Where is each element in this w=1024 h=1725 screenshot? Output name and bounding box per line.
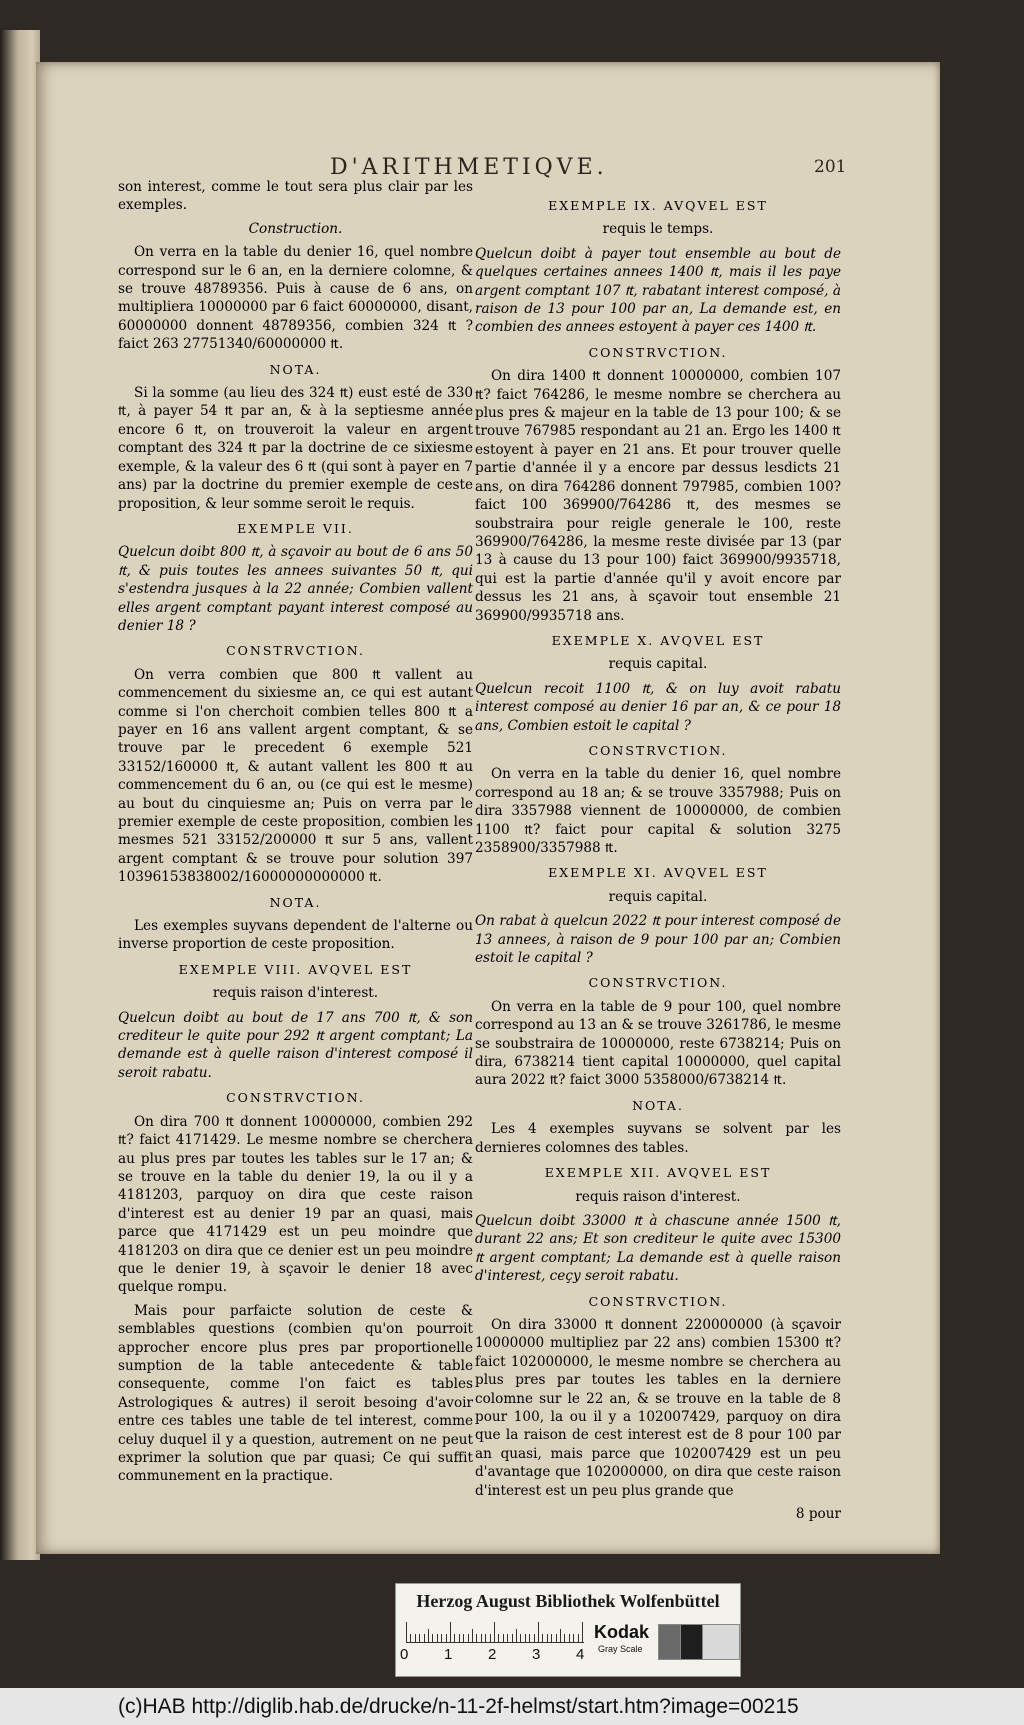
paragraph: Si la somme (au lieu des 324 ₶) eust esté de 330 ₶, à payer 54 ₶ par an, & à la septiesme année encore 6 ₶, on trouveroit la valeur en argent comptant des 324 ₶ par la doctrine de ce sixiesme exemple, & la valeur des 6 ₶ (qui sont à payer en 7 ans) par la doctrine du premier exemple de ceste proposition, & leur somme seroit le requis.	[118, 385, 473, 512]
ruler-tick	[481, 1634, 482, 1642]
paragraph: On dira 700 ₶ donnent 10000000, combien 292 ₶? faict 4171429. Le mesme nombre se cherchera au plus pres par toutes les tables sur le 17 an; & se trouve en la table du denier 19, la ou il y a 4181203, parquoy on dira que ceste raison d'interest est au denier 19 par an quasi, mais parce que 4171429 est un peu moindre que 4181203 on dira que ce denier est un peu moindre que le denier 19, à sçavoir le denier 18 avec quelque rompu.	[118, 1113, 473, 1296]
left-column	[118, 178, 473, 1491]
paragraph: son interest, comme le tout sera plus clair par les exemples.	[118, 179, 473, 214]
ruler-tick	[424, 1634, 425, 1642]
section-heading: EXEMPLE XI. AVQVEL EST	[548, 865, 768, 881]
section-heading: EXEMPLE VII.	[237, 520, 354, 536]
section-heading: EXEMPLE VIII. AVQVEL EST	[178, 961, 413, 977]
ruler-tick	[564, 1634, 565, 1642]
section-heading: NOTA.	[269, 894, 322, 910]
problem-statement: Quelcun doibt à payer tout ensemble au bout de quelques certaines annees 1400 ₶, mais il les paye argent comptant 107 ₶, rabatant interest composé, à raison de 13 pour 100 par an, La demande est, en combien des annees estoyent à payer ces 1400 ₶.	[475, 245, 841, 336]
copyright-footer: (c)HAB http://diglib.hab.de/drucke/n-11-2f-helmst/start.htm?image=00215	[0, 1688, 1024, 1725]
section-heading: EXEMPLE X. AVQVEL EST	[551, 632, 765, 648]
problem-statement: Quelcun recoit 1100 ₶, & on luy avoit rabatu interest composé au denier 16 par an, & ce pour 18 ans, Combien estoit le capital ?	[475, 680, 841, 734]
ruler-tick	[573, 1634, 574, 1642]
section-heading: CONSTRVCTION.	[226, 1090, 365, 1106]
ruler-tick	[437, 1634, 438, 1642]
ruler-tick	[406, 1622, 407, 1642]
ruler-tick	[512, 1634, 513, 1642]
paragraph: On verra en la table de 9 pour 100, quel nombre correspond au 13 an & se trouve 3261786, le mesme se soubstraira de 10000000, reste 6738214; Puis on dira, 6738214 tient capital 10000000, quel capital aura 2022 ₶? faict 3000 5358000/6738214 ₶.	[475, 998, 841, 1089]
section-heading: CONSTRVCTION.	[588, 344, 728, 360]
problem-statement: Quelcun doibt 800 ₶, à sçavoir au bout de 6 ans 50 ₶, & puis toutes les annees suivantes 50 ₶, qui s'estendra jusques à la 22 année; Combien vallent elles argent comptant payant interest composé au denier 18 ?	[118, 544, 473, 634]
ruler-tick	[560, 1629, 561, 1642]
previous-page-edge	[0, 30, 40, 1560]
ruler-tick	[525, 1634, 526, 1642]
section-heading: CONSTRVCTION.	[588, 975, 728, 991]
ruler-tick	[432, 1634, 433, 1642]
ruler-tick	[490, 1634, 491, 1642]
ruler-tick	[419, 1634, 420, 1642]
problem-statement: Quelcun doibt 33000 ₶ à chascune année 1500 ₶, durant 22 ans; Et son crediteur le quite avec 15300 ₶ argent comptant; La demande est à quelle raison d'interest, ceçy seroit rabatu.	[475, 1212, 841, 1285]
ruler-tick	[520, 1634, 521, 1642]
scale-ruler	[406, 1620, 584, 1643]
problem-statement: Quelcun doibt au bout de 17 ans 700 ₶, & son crediteur le quite pour 292 ₶ argent comptant; La demande est à quelle raison d'interest composé il seroit rabatu.	[118, 1009, 473, 1081]
catchword: 8 pour	[795, 1506, 841, 1522]
ruler-label: 4	[576, 1646, 585, 1663]
ruler-tick	[441, 1634, 442, 1642]
section-heading: NOTA.	[632, 1097, 684, 1113]
ruler-tick	[529, 1634, 530, 1642]
gray-swatch	[680, 1624, 704, 1660]
ruler-tick	[472, 1629, 473, 1642]
ruler-tick	[551, 1634, 552, 1642]
page-number: 201	[814, 157, 847, 177]
paragraph: On dira 33000 ₶ donnent 220000000 (à sçavoir 10000000 multipliez par 22 ans) combien 15300 ₶? faict 102000000, le mesme nombre se cherchera au plus pres par toutes les tables en la derniere colomne sur le 22 an, & se trouve en la table de 8 pour 100, la ou il y a 102007429, parquoy on dira que la raison de cest interest est de 8 pour 100 par an quasi, mais parce que 102007429 est un peu d'avantage que 102000000, on dira que ceste raison d'interest est un peu plus grande que	[475, 1316, 841, 1499]
ruler-tick	[468, 1634, 469, 1642]
ruler-tick	[446, 1634, 447, 1642]
paragraph: On verra en la table du denier 16, quel nombre correspond au 18 an; & se trouve 3357988; Puis on dira 3357988 viennent de 10000000, de combien 1100 ₶? faict pour capital & solution 3275 2358900/3357988 ₶.	[475, 766, 841, 856]
ruler-label: 1	[444, 1646, 453, 1663]
ruler-tick	[459, 1634, 460, 1642]
ruler-tick	[507, 1634, 508, 1642]
right-column	[475, 190, 841, 1523]
section-heading: EXEMPLE XII. AVQVEL EST	[544, 1165, 772, 1181]
ruler-tick	[463, 1634, 464, 1642]
section-subheading: requis capital.	[608, 888, 708, 905]
section-heading: NOTA.	[269, 361, 322, 377]
construction-heading: Construction.	[248, 220, 343, 237]
gray-swatch	[702, 1624, 740, 1660]
problem-statement: On rabat à quelcun 2022 ₶ pour interest composé de 13 annees, à raison de 9 pour 100 par an; Combien estoit le capital ?	[475, 913, 841, 967]
paragraph: Les exemples suyvans dependent de l'alterne ou inverse proportion de ceste proposition.	[118, 918, 473, 953]
ruler-tick	[582, 1622, 583, 1642]
ruler-labels	[400, 1646, 590, 1666]
section-subheading: requis le temps.	[602, 221, 714, 238]
paragraph: Mais pour parfaicte solution de ceste & semblables questions (combien qu'on pourroit approcher encore plus pres par proportionelle sumption de la table antecedente & table consequente, comme l'on faict es tables Astrologiques & autres) il seroit besoing d'avoir entre ces tables une table de tel interest, comme celuy duquel il y a question, autrement on ne peut exprimer la solution que par quasi; Ce qui suffit communement en la practique.	[118, 1302, 473, 1485]
ruler-tick	[454, 1634, 455, 1642]
ruler-tick	[503, 1634, 504, 1642]
ruler-tick	[494, 1622, 495, 1642]
ruler-label: 3	[532, 1646, 541, 1663]
section-heading: EXEMPLE IX. AVQVEL EST	[548, 198, 768, 213]
section-heading: CONSTRVCTION.	[226, 643, 365, 659]
ruler-tick	[415, 1634, 416, 1642]
ruler-tick	[547, 1634, 548, 1642]
paragraph: On dira 1400 ₶ donnent 10000000, combien 107 ₶? faict 764286, le mesme nombre se cherchera au plus pres & majeur en la table de 13 pour 100; & se trouve 767985 respondant au 21 an. Ergo les 1400 ₶ estoyent à payer en 21 ans. Et pour trouver quelle partie d'année il y a encore par dessus lesdicts 21 ans, on dira 764286 donnent 797985, combien 100? faict 100 369900/764286 ₶, des mesmes se soubstraira pour reigle generale le 100, reste 369900/764286, la mesme reste divisée par 13 (par 13 à cause du 13 pour 100) faict 369900/9935718, qui est la partie d'année qu'il y avoit encore par dessus les 21 ans, à sçavoir tout ensemble 21 369900/9935718 ans.	[475, 368, 841, 624]
ruler-tick	[569, 1634, 570, 1642]
section-heading: CONSTRVCTION.	[588, 1293, 728, 1309]
ruler-label: 2	[488, 1646, 497, 1663]
ruler-tick	[485, 1634, 486, 1642]
ruler-tick	[534, 1634, 535, 1642]
gray-swatch	[658, 1624, 682, 1660]
ruler-tick	[450, 1622, 451, 1642]
section-subheading: requis capital.	[608, 656, 708, 673]
library-name: Herzog August Bibliothek Wolfenbüttel	[416, 1591, 720, 1611]
ruler-label: 0	[400, 1646, 409, 1663]
ruler-tick	[516, 1629, 517, 1642]
running-head: D'ARITHMETIQVE.	[330, 155, 608, 180]
ruler-tick	[498, 1634, 499, 1642]
ruler-tick	[476, 1634, 477, 1642]
ruler-tick	[578, 1634, 579, 1642]
paragraph: On verra en la table du denier 16, quel nombre correspond sur le 6 an, en la derniere colomne, & se trouve 48789356. Puis à cause de 6 ans, on multipliera 10000000 par 6 faict 60000000, disant, 60000000 donnent 48789356, combien 324 ₶ ? faict 263 27751340/60000000 ₶.	[118, 244, 473, 353]
ruler-tick	[542, 1634, 543, 1642]
gray-scale-label: Gray Scale	[598, 1644, 643, 1654]
section-heading: CONSTRVCTION.	[588, 742, 728, 758]
color-target-card	[395, 1583, 741, 1677]
ruler-tick	[556, 1634, 557, 1642]
paragraph: On verra combien que 800 ₶ vallent au commencement du sixiesme an, ce qui est autant comme si l'on cherchoit combien telles 800 ₶ a payer en 16 ans vallent argent comptant, & se trouve par le precedent 6 exemple 521 33152/160000 ₶, & autant vallent les 800 ₶ au commencement du 6 an, ou (ce qui est le mesme) au bout du cinquiesme an; Puis on verra par le premier exemple de ceste proposition, combien les mesmes 521 33152/200000 ₶ sur 5 ans, vallent argent comptant & se trouve pour solution 397 10396153838002/16000000000000 ₶.	[118, 666, 473, 886]
ruler-tick	[538, 1622, 539, 1642]
paragraph: Les 4 exemples suyvans se solvent par les dernieres colomnes des tables.	[475, 1121, 841, 1156]
section-subheading: requis raison d'interest.	[575, 1188, 741, 1205]
ruler-tick	[410, 1634, 411, 1642]
ruler-tick	[428, 1629, 429, 1642]
kodak-logo: Kodak	[594, 1622, 650, 1642]
section-subheading: requis raison d'interest.	[212, 985, 379, 1002]
